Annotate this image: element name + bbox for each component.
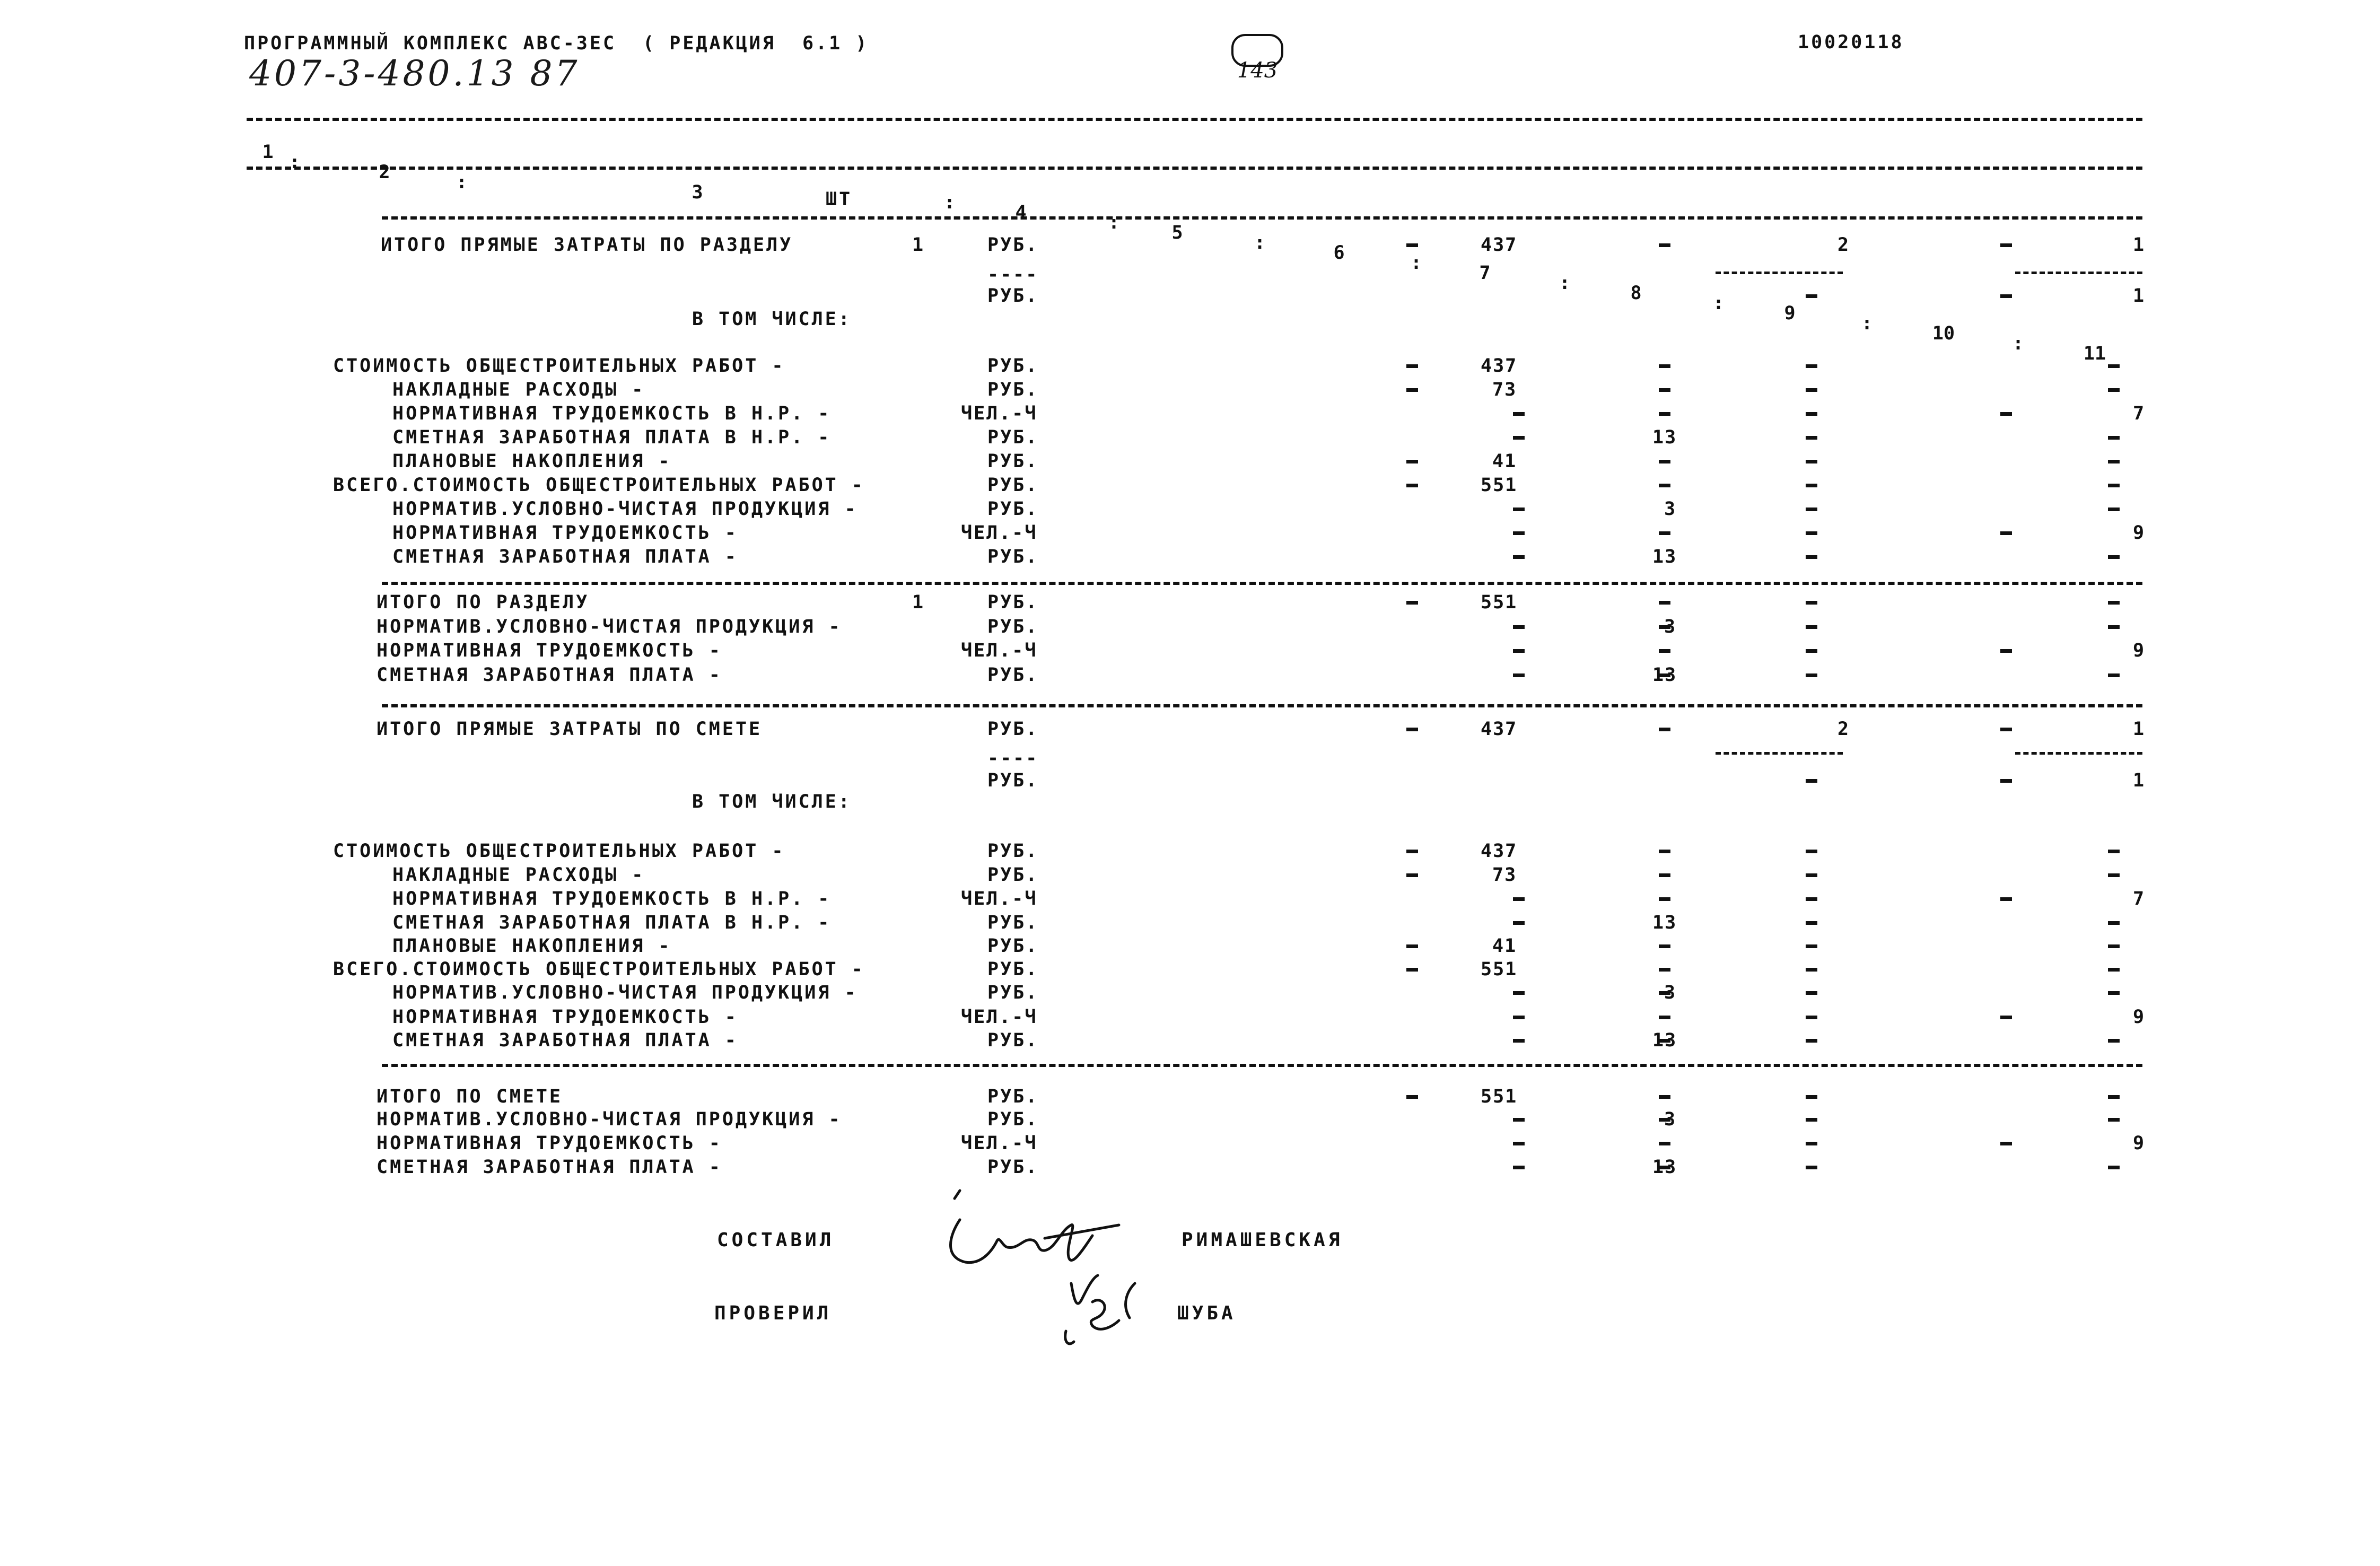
dash-col8 xyxy=(1659,1095,1670,1099)
row-label: НОРМАТИВНАЯ ТРУДОЕМКОСТЬ - xyxy=(392,1007,738,1028)
dash-col8 xyxy=(1659,944,1670,948)
dash-col11 xyxy=(2108,1166,2120,1169)
dash-col8 xyxy=(1659,460,1670,463)
row-label: НАКЛАДНЫЕ РАСХОДЫ - xyxy=(392,864,645,886)
dash-col10 xyxy=(2000,728,2012,731)
row-label: НАКЛАДНЫЕ РАСХОДЫ - xyxy=(392,379,645,400)
row-unit: РУБ. xyxy=(987,719,1039,740)
dash-col6 xyxy=(1406,601,1418,605)
dash-col6 xyxy=(1406,728,1418,731)
col-num-8: 8 xyxy=(1630,283,1642,304)
section-rule xyxy=(382,582,2142,585)
dash-col9 xyxy=(1806,649,1817,653)
dash-col8 xyxy=(1659,673,1670,677)
dash-col7 xyxy=(1513,673,1525,677)
row-unit: РУБ. xyxy=(987,959,1039,980)
cell-col8: 13 xyxy=(1652,664,1677,686)
section-rule xyxy=(382,704,2142,707)
row-unit: РУБ. xyxy=(987,546,1039,567)
cell-col7: 73 xyxy=(1492,379,1517,400)
cell-col8: 13 xyxy=(1652,1157,1677,1178)
cell-col11: 9 xyxy=(2133,1133,2146,1154)
dash-col6 xyxy=(1406,968,1418,972)
dash-col7 xyxy=(1513,1142,1525,1145)
page-stamp-number: 143 xyxy=(1237,58,1278,83)
row-label: НОРМАТИВНАЯ ТРУДОЕМКОСТЬ В Н.Р. - xyxy=(392,888,832,909)
dash-col11 xyxy=(2108,555,2120,559)
row-unit: РУБ. xyxy=(987,475,1039,496)
subtotal-rule xyxy=(2015,752,2142,755)
cell-col11: 1 xyxy=(2133,285,2146,307)
row-unit: РУБ. xyxy=(987,355,1039,377)
col-sep: : xyxy=(1559,273,1571,294)
dash-col6 xyxy=(1406,460,1418,463)
row-label: НОРМАТИВ.УСЛОВНО-ЧИСТАЯ ПРОДУКЦИЯ - xyxy=(377,1109,842,1130)
row-label: НОРМАТИВ.УСЛОВНО-ЧИСТАЯ ПРОДУКЦИЯ - xyxy=(392,498,858,520)
col-sep: : xyxy=(1861,313,1873,334)
cell-col7: 551 xyxy=(1481,1086,1518,1107)
row-unit: ЧЕЛ.-Ч xyxy=(961,640,1038,661)
compiled-by-name: РИМАШЕВСКАЯ xyxy=(1182,1229,1343,1251)
row-section-number: 1 xyxy=(912,592,925,613)
cell-col7: 41 xyxy=(1492,451,1517,472)
dash-col10 xyxy=(2000,531,2012,535)
dash-col7 xyxy=(1513,555,1525,559)
dash-col7 xyxy=(1513,1016,1525,1019)
dash-col8 xyxy=(1659,897,1670,901)
col-sep: : xyxy=(944,192,956,213)
row-unit: РУБ. xyxy=(987,234,1039,256)
dash-col11 xyxy=(2108,944,2120,948)
row-unit: РУБ. xyxy=(987,935,1039,957)
dash-col9 xyxy=(1806,364,1817,368)
cell-col7: 437 xyxy=(1481,719,1518,740)
dash-col8 xyxy=(1659,625,1670,629)
dash-col7 xyxy=(1513,436,1525,440)
dash-col9 xyxy=(1806,508,1817,511)
dash-col11 xyxy=(2108,601,2120,605)
dash-col9 xyxy=(1806,412,1817,416)
dash-col8 xyxy=(1659,484,1670,487)
cell-col11: 9 xyxy=(2133,640,2146,661)
row-unit: РУБ. xyxy=(987,451,1039,472)
dash-col8 xyxy=(1659,1016,1670,1019)
cell-col7: 551 xyxy=(1481,475,1518,496)
row-unit: ЧЕЛ.-Ч xyxy=(961,522,1038,544)
row-label: НОРМАТИВ.УСЛОВНО-ЧИСТАЯ ПРОДУКЦИЯ - xyxy=(377,616,842,637)
dash-col7 xyxy=(1513,412,1525,416)
row-unit: РУБ. xyxy=(987,285,1039,307)
dash-col9 xyxy=(1806,873,1817,877)
row-label: СТОИМОСТЬ ОБЩЕСТРОИТЕЛЬНЫХ РАБОТ - xyxy=(333,841,785,862)
cell-col7: 437 xyxy=(1481,841,1518,862)
dash-col8 xyxy=(1659,388,1670,392)
dash-col9 xyxy=(1806,944,1817,948)
dash-col11 xyxy=(2108,673,2120,677)
row-label: СМЕТНАЯ ЗАРАБОТНАЯ ПЛАТА - xyxy=(392,1030,738,1051)
cell-col9: 2 xyxy=(1838,234,1850,256)
col-sep: : xyxy=(1254,232,1266,253)
row-label: СМЕТНАЯ ЗАРАБОТНАЯ ПЛАТА - xyxy=(377,1157,722,1178)
dash-col7 xyxy=(1513,1166,1525,1169)
cell-col8: 3 xyxy=(1664,498,1677,520)
row-label: СТОИМОСТЬ ОБЩЕСТРОИТЕЛЬНЫХ РАБОТ - xyxy=(333,355,785,377)
dash-col7 xyxy=(1513,991,1525,995)
row-unit: РУБ. xyxy=(987,379,1039,400)
cell-col8: 13 xyxy=(1652,1030,1677,1051)
dash-col8 xyxy=(1659,1118,1670,1122)
dash-col8 xyxy=(1659,364,1670,368)
dash-col6 xyxy=(1406,1095,1418,1099)
row-label: В ТОМ ЧИСЛЕ: xyxy=(692,791,852,812)
col-num-10: 10 xyxy=(1932,323,1955,344)
dash-col8 xyxy=(1659,1142,1670,1145)
dash-col8 xyxy=(1659,243,1670,247)
unit-pieces: ШТ xyxy=(826,189,853,210)
cell-col7: 437 xyxy=(1481,234,1518,256)
dash-col9 xyxy=(1806,850,1817,853)
col-num-5: 5 xyxy=(1171,222,1183,243)
dash-col8 xyxy=(1659,649,1670,653)
dash-col11 xyxy=(2108,921,2120,925)
row-label: СМЕТНАЯ ЗАРАБОТНАЯ ПЛАТА В Н.Р. - xyxy=(392,427,832,448)
row-label: ПЛАНОВЫЕ НАКОПЛЕНИЯ - xyxy=(392,451,672,472)
dash-col10 xyxy=(2000,1016,2012,1019)
col-num-7: 7 xyxy=(1479,263,1491,284)
row-unit: ЧЕЛ.-Ч xyxy=(961,1133,1038,1154)
compiled-by-label: СОСТАВИЛ xyxy=(717,1229,835,1251)
row-unit: РУБ. xyxy=(987,427,1039,448)
dash-col9 xyxy=(1806,294,1817,298)
dash-col11 xyxy=(2108,968,2120,972)
dash-col7 xyxy=(1513,1039,1525,1043)
section-rule xyxy=(382,1064,2142,1067)
col-num-11: 11 xyxy=(2083,343,2106,364)
dash-col9 xyxy=(1806,779,1817,783)
dash-col9 xyxy=(1806,555,1817,559)
col-sep: : xyxy=(289,152,301,173)
dash-col8 xyxy=(1659,850,1670,853)
dash-col11 xyxy=(2108,991,2120,995)
row-unit: ЧЕЛ.-Ч xyxy=(961,1007,1038,1028)
dash-col9 xyxy=(1806,531,1817,535)
cell-col8: 3 xyxy=(1664,982,1677,1003)
row-unit: РУБ. xyxy=(987,616,1039,637)
row-unit: РУБ. xyxy=(987,664,1039,686)
row-unit: РУБ. xyxy=(987,592,1039,613)
subtotal-rule xyxy=(2015,272,2142,274)
dash-col6 xyxy=(1406,388,1418,392)
col-num-3: 3 xyxy=(692,182,703,203)
dash-col10 xyxy=(2000,779,2012,783)
dash-col8 xyxy=(1659,873,1670,877)
dash-col9 xyxy=(1806,1039,1817,1043)
row-label: НОРМАТИВ.УСЛОВНО-ЧИСТАЯ ПРОДУКЦИЯ - xyxy=(392,982,858,1003)
dash-col8 xyxy=(1659,1039,1670,1043)
col-sep: : xyxy=(1108,212,1120,233)
dash-col9 xyxy=(1806,1095,1817,1099)
dash-col8 xyxy=(1659,991,1670,995)
row-label: СМЕТНАЯ ЗАРАБОТНАЯ ПЛАТА - xyxy=(377,664,722,686)
program-title: ПРОГРАММНЫЙ КОМПЛЕКС АВС-3ЕС ( РЕДАКЦИЯ 6.1 ) xyxy=(244,33,869,54)
dash-col9 xyxy=(1806,484,1817,487)
dash-col11 xyxy=(2108,1039,2120,1043)
row-label: ИТОГО ПО РАЗДЕЛУ xyxy=(377,592,590,613)
row-label: ИТОГО ПРЯМЫЕ ЗАТРАТЫ ПО РАЗДЕЛУ xyxy=(381,234,793,256)
cell-col7: 551 xyxy=(1481,592,1518,613)
dash-col7 xyxy=(1513,531,1525,535)
row-label: В ТОМ ЧИСЛЕ: xyxy=(692,309,852,330)
row-label: НОРМАТИВНАЯ ТРУДОЕМКОСТЬ - xyxy=(377,640,722,661)
dash-col10 xyxy=(2000,897,2012,901)
cell-col11: 9 xyxy=(2133,1007,2146,1028)
row-unit: ---- xyxy=(987,264,1039,285)
cell-col11: 1 xyxy=(2133,234,2146,256)
row-unit: РУБ. xyxy=(987,770,1039,791)
dash-col7 xyxy=(1513,897,1525,901)
row-label: СМЕТНАЯ ЗАРАБОТНАЯ ПЛАТА В Н.Р. - xyxy=(392,912,832,933)
dash-col6 xyxy=(1406,243,1418,247)
dash-col6 xyxy=(1406,850,1418,853)
row-unit: РУБ. xyxy=(987,912,1039,933)
dash-col8 xyxy=(1659,531,1670,535)
row-label: ИТОГО ПО СМЕТЕ xyxy=(377,1086,563,1107)
row-unit: РУБ. xyxy=(987,1086,1039,1107)
dash-col11 xyxy=(2108,625,2120,629)
dash-col9 xyxy=(1806,921,1817,925)
row-unit: ЧЕЛ.-Ч xyxy=(961,888,1038,909)
dash-col7 xyxy=(1513,625,1525,629)
col-sep: : xyxy=(456,172,468,193)
cell-col7: 551 xyxy=(1481,959,1518,980)
col-num-4: 4 xyxy=(1015,202,1027,223)
cell-col11: 7 xyxy=(2133,403,2146,424)
col-num-9: 9 xyxy=(1784,303,1796,324)
dash-col11 xyxy=(2108,1118,2120,1122)
row-unit: РУБ. xyxy=(987,1109,1039,1130)
row-label: ВСЕГО.СТОИМОСТЬ ОБЩЕСТРОИТЕЛЬНЫХ РАБОТ - xyxy=(333,475,865,496)
row-unit: РУБ. xyxy=(987,982,1039,1003)
dash-col11 xyxy=(2108,388,2120,392)
row-label: НОРМАТИВНАЯ ТРУДОЕМКОСТЬ - xyxy=(377,1133,722,1154)
dash-col9 xyxy=(1806,436,1817,440)
row-unit: ---- xyxy=(987,748,1039,769)
dash-col11 xyxy=(2108,508,2120,511)
dash-col9 xyxy=(1806,897,1817,901)
row-label: ПЛАНОВЫЕ НАКОПЛЕНИЯ - xyxy=(392,935,672,957)
col-num-6: 6 xyxy=(1333,242,1345,264)
dash-col11 xyxy=(2108,873,2120,877)
dash-col11 xyxy=(2108,850,2120,853)
checked-by-label: ПРОВЕРИЛ xyxy=(714,1302,832,1324)
col-num-1: 1 xyxy=(262,142,274,163)
dash-col9 xyxy=(1806,1142,1817,1145)
cell-col8: 13 xyxy=(1652,912,1677,933)
dash-col8 xyxy=(1659,601,1670,605)
dash-col10 xyxy=(2000,412,2012,416)
dash-col9 xyxy=(1806,388,1817,392)
dash-col6 xyxy=(1406,944,1418,948)
cell-col11: 7 xyxy=(2133,888,2146,909)
dash-col11 xyxy=(2108,364,2120,368)
dash-col11 xyxy=(2108,1095,2120,1099)
col-sep: : xyxy=(1713,293,1725,314)
dash-col6 xyxy=(1406,364,1418,368)
cell-col8: 3 xyxy=(1664,1109,1677,1130)
dash-col6 xyxy=(1406,484,1418,487)
row-unit: РУБ. xyxy=(987,498,1039,520)
dash-col11 xyxy=(2108,460,2120,463)
dash-col9 xyxy=(1806,1166,1817,1169)
handwritten-code: 407-3-480.13 87 xyxy=(249,53,580,94)
signature-checker xyxy=(1055,1267,1161,1352)
col-sep: : xyxy=(1411,252,1422,274)
row-section-number: 1 xyxy=(912,234,925,256)
dash-col8 xyxy=(1659,1166,1670,1169)
header-bottom-rule xyxy=(247,167,2142,170)
dash-col10 xyxy=(2000,243,2012,247)
dash-col9 xyxy=(1806,673,1817,677)
cell-col11: 9 xyxy=(2133,522,2146,544)
dash-col10 xyxy=(2000,649,2012,653)
dash-col6 xyxy=(1406,873,1418,877)
row-label: СМЕТНАЯ ЗАРАБОТНАЯ ПЛАТА - xyxy=(392,546,738,567)
dash-col8 xyxy=(1659,968,1670,972)
row-label: НОРМАТИВНАЯ ТРУДОЕМКОСТЬ В Н.Р. - xyxy=(392,403,832,424)
dash-col9 xyxy=(1806,601,1817,605)
dash-col7 xyxy=(1513,508,1525,511)
cell-col7: 41 xyxy=(1492,935,1517,957)
header-top-rule xyxy=(247,118,2142,121)
dash-col7 xyxy=(1513,649,1525,653)
section-rule xyxy=(382,216,2142,220)
cell-col8: 13 xyxy=(1652,427,1677,448)
checked-by-name: ШУБА xyxy=(1177,1302,1236,1324)
subtotal-rule xyxy=(1716,272,1843,274)
row-unit: РУБ. xyxy=(987,864,1039,886)
page-stamp xyxy=(1231,34,1283,83)
row-unit: РУБ. xyxy=(987,1030,1039,1051)
dash-col7 xyxy=(1513,921,1525,925)
cell-col9: 2 xyxy=(1838,719,1850,740)
row-unit: РУБ. xyxy=(987,1157,1039,1178)
subtotal-rule xyxy=(1716,752,1843,755)
cell-col7: 437 xyxy=(1481,355,1518,377)
col-num-2: 2 xyxy=(379,162,390,183)
cell-col8: 3 xyxy=(1664,616,1677,637)
cell-col11: 1 xyxy=(2133,770,2146,791)
dash-col10 xyxy=(2000,1142,2012,1145)
row-label: НОРМАТИВНАЯ ТРУДОЕМКОСТЬ - xyxy=(392,522,738,544)
dash-col9 xyxy=(1806,460,1817,463)
dash-col11 xyxy=(2108,436,2120,440)
dash-col8 xyxy=(1659,728,1670,731)
dash-col8 xyxy=(1659,412,1670,416)
dash-col9 xyxy=(1806,968,1817,972)
cell-col8: 13 xyxy=(1652,546,1677,567)
document-number: 10020118 xyxy=(1798,32,1904,53)
dash-col9 xyxy=(1806,1016,1817,1019)
row-unit: РУБ. xyxy=(987,841,1039,862)
row-label: ИТОГО ПРЯМЫЕ ЗАТРАТЫ ПО СМЕТЕ xyxy=(377,719,763,740)
dash-col9 xyxy=(1806,991,1817,995)
dash-col11 xyxy=(2108,484,2120,487)
col-sep: : xyxy=(2012,333,2024,354)
cell-col11: 1 xyxy=(2133,719,2146,740)
dash-col9 xyxy=(1806,1118,1817,1122)
cell-col7: 73 xyxy=(1492,864,1517,886)
dash-col7 xyxy=(1513,1118,1525,1122)
row-unit: ЧЕЛ.-Ч xyxy=(961,403,1038,424)
row-label: ВСЕГО.СТОИМОСТЬ ОБЩЕСТРОИТЕЛЬНЫХ РАБОТ - xyxy=(333,959,865,980)
dash-col9 xyxy=(1806,625,1817,629)
dash-col10 xyxy=(2000,294,2012,298)
